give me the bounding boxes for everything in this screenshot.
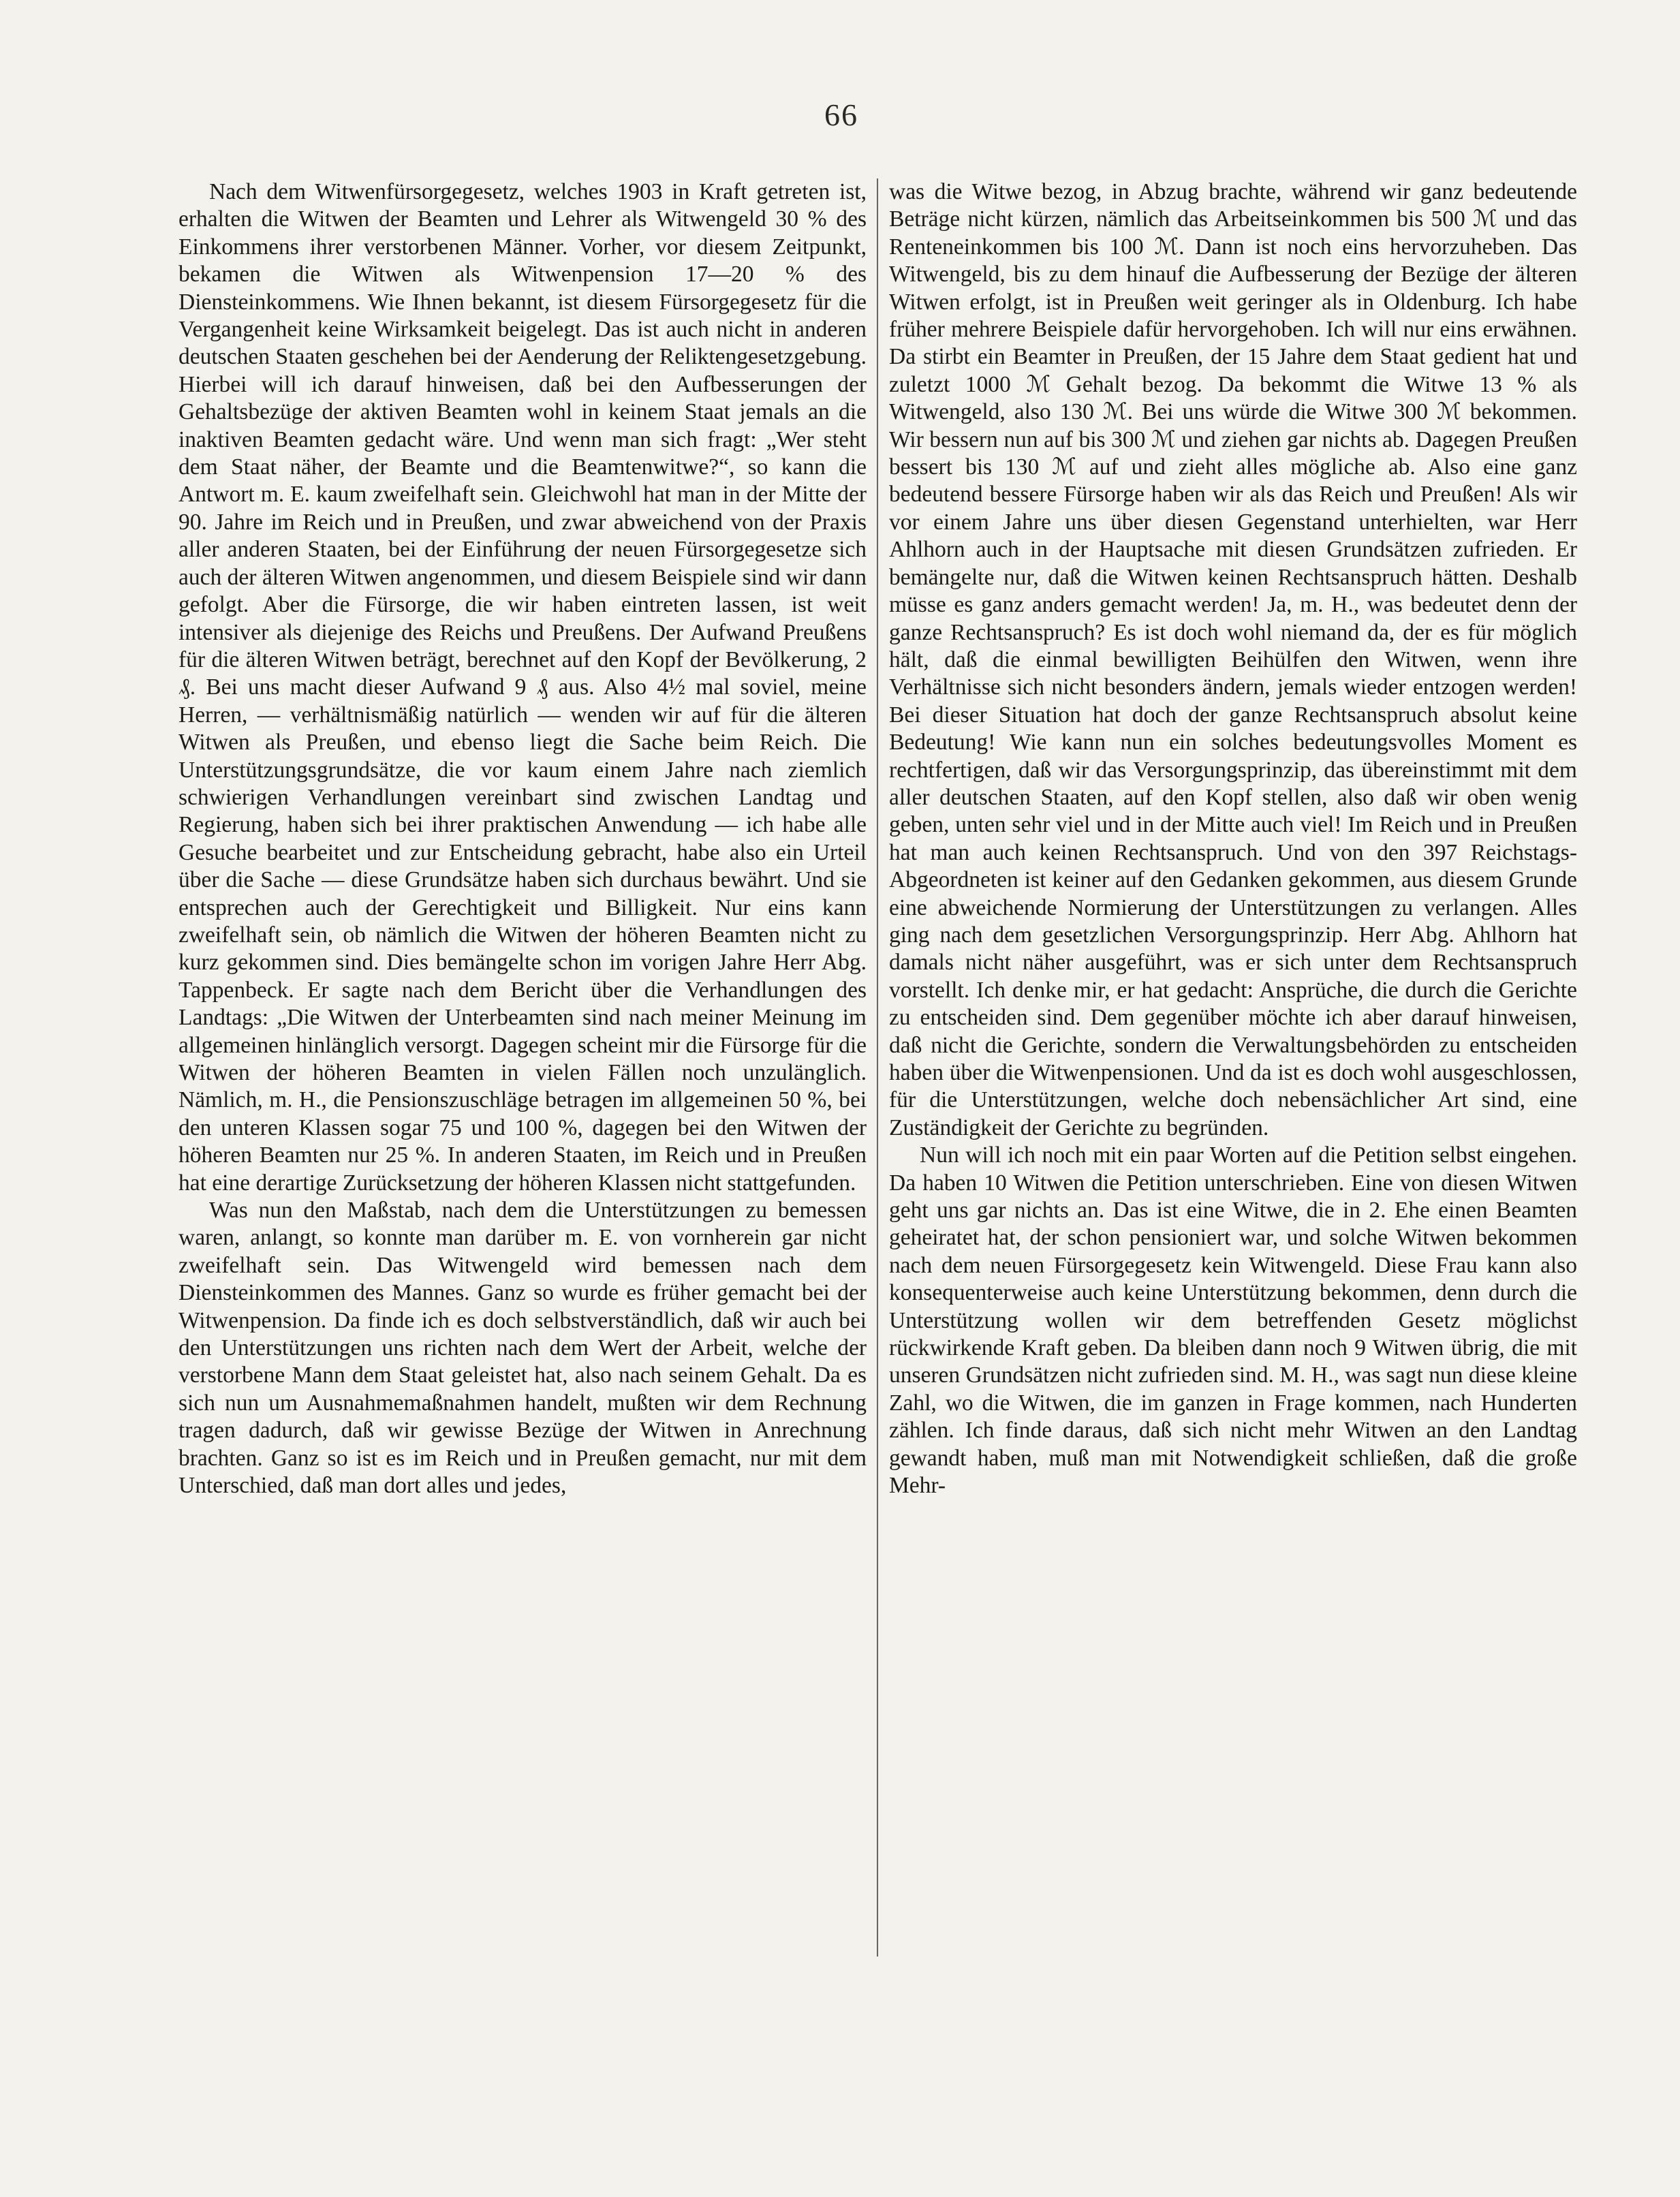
right-paragraph-1: was die Witwe bezog, in Abzug brachte, während wir ganz bedeutende Beträge nicht kürzen, nämlich das Arbeitseinkommen bis 500 ℳ und das Renteneinkommen bis 100 ℳ. Dann ist noch eins hervorzuheben. Das Witwengeld, bis zu dem hinauf die Aufbesserung der Bezüge der älteren Witwen erfolgt, ist in Preußen weit geringer als in Oldenburg. Ich habe früher mehrere Beispiele dafür hervorgehoben. Ich will nur eins erwähnen. Da stirbt ein Beamter in Preußen, der 15 Jahre dem Staat gedient hat und zuletzt 1000 ℳ Gehalt bezog. Da bekommt die Witwe 13 % als Witwengeld, also 130 ℳ. Bei uns würde die Witwe 300 ℳ bekommen. Wir bessern nun auf bis 300 ℳ und ziehen gar nichts ab. Dagegen Preußen bessert bis 130 ℳ auf und zieht alles mögliche ab. Also eine ganz bedeutend bessere Fürsorge haben wir als das Reich und Preußen! Als wir vor einem Jahre uns über diesen Gegenstand unterhielten, war Herr Ahlhorn auch in der Hauptsache mit diesen Grundsätzen zufrieden. Er bemängelte nur, daß die Witwen keinen Rechtsanspruch hätten. Deshalb müsse es ganz anders gemacht werden! Ja, m. H., was bedeutet denn der ganze Rechtsanspruch? Es ist doch wohl niemand da, der es für möglich hält, daß die einmal bewilligten Beihülfen den Witwen, wenn ihre Verhältnisse sich nicht besonders ändern, jemals wieder entzogen werden! Bei dieser Situation hat doch der ganze Rechtsanspruch absolut keine Bedeutung! Wie kann nun ein solches bedeutungsvolles Moment es rechtfertigen, daß wir das Versorgungsprinzip, das übereinstimmt mit dem aller deutschen Staaten, auf den Kopf stellen, also daß wir oben wenig geben, unten sehr viel und in der Mitte auch viel! Im Reich und in Preußen hat man auch keinen Rechtsanspruch. Und von den 397 Reichstags-Abgeordneten ist keiner auf den Gedanken gekommen, aus diesem Grunde eine abweichende Normierung der Unterstützungen zu verlangen. Alles ging nach dem gesetzlichen Versorgungsprinzip. Herr Abg. Ahlhorn hat damals nicht näher ausgeführt, was er sich unter dem Rechtsanspruch vorstellt. Ich denke mir, er hat gedacht: Ansprüche, die durch die Gerichte zu entscheiden sind. Dem gegenüber möchte ich aber darauf hinweisen, daß nicht die Gerichte, sondern die Verwaltungsbehörden zu entscheiden haben über die Witwenpensionen. Und da ist es doch wohl ausgeschlossen, für die Unterstützungen, welche doch nebensächlicher Art sind, eine Zuständigkeit der Gerichte zu begründen. (889, 179, 1577, 1140)
left-paragraph-2: Was nun den Maßstab, nach dem die Unterstützungen zu bemessen waren, anlangt, so konnte man darüber m. E. von vornherein gar nicht zweifelhaft sein. Das Witwengeld wird bemessen nach dem Diensteinkommen des Mannes. Ganz so wurde es früher gemacht bei der Witwenpension. Da finde ich es doch selbstverständlich, daß wir auch bei den Unterstützungen uns richten nach dem Wert der Arbeit, welche der verstorbene Mann dem Staat geleistet hat, also nach seinem Gehalt. Da es sich nun um Ausnahmemaßnahmen handelt, mußten wir dem Rechnung tragen dadurch, daß wir gewisse Bezüge der Witwen in Anrechnung brachten. Ganz so ist es im Reich und in Preußen gemacht, nur mit dem Unterschied, daß man dort alles und jedes, (178, 1198, 867, 1499)
right-column (889, 178, 1577, 1500)
right-paragraph-2: Nun will ich noch mit ein paar Worten auf die Petition selbst eingehen. Da haben 10 Witwen die Petition unterschrieben. Eine von diesen Witwen geht uns gar nichts an. Das ist eine Witwe, die in 2. Ehe einen Beamten geheiratet hat, der schon pensioniert war, und solche Witwen bekommen nach dem neuen Fürsorgegesetz kein Witwengeld. Diese Frau kann also konsequenterweise auch keine Unterstützung bekommen, denn durch die Unterstützung wollen wir dem betreffenden Gesetz möglichst rückwirkende Kraft geben. Da bleiben dann noch 9 Witwen übrig, die mit unseren Grundsätzen nicht zufrieden sind. M. H., was sagt nun diese kleine Zahl, wo die Witwen, die im ganzen in Frage kommen, nach Hunderten zählen. Ich finde daraus, daß sich nicht mehr Witwen an den Landtag gewandt haben, muß man mit Notwendigkeit schließen, daß die große Mehr- (889, 1142, 1577, 1499)
page-number: 66 (824, 97, 858, 132)
left-column (178, 178, 867, 1500)
left-paragraph-1: Nach dem Witwenfürsorgegesetz, welches 1903 in Kraft getreten ist, erhalten die Witwen der Beamten und Lehrer als Witwengeld 30 % des Einkommens ihrer verstorbenen Männer. Vorher, vor diesem Zeitpunkt, bekamen die Witwen als Witwenpension 17—20 % des Diensteinkommens. Wie Ihnen bekannt, ist diesem Fürsorgegesetz für die Vergangenheit keine Wirksamkeit beigelegt. Das ist auch nicht in anderen deutschen Staaten geschehen bei der Aenderung der Reliktengesetzgebung. Hierbei will ich darauf hinweisen, daß bei den Aufbesserungen der Gehaltsbezüge der aktiven Beamten wohl in keinem Staat jemals an die inaktiven Beamten gedacht wäre. Und wenn man sich fragt: „Wer steht dem Staat näher, der Beamte und die Beamtenwitwe?“, so kann die Antwort m. E. kaum zweifelhaft sein. Gleichwohl hat man in der Mitte der 90. Jahre im Reich und in Preußen, und zwar abweichend von der Praxis aller anderen Staaten, bei der Einführung der neuen Fürsorgegesetze sich auch der älteren Witwen angenommen, und diesem Beispiele sind wir dann gefolgt. Aber die Fürsorge, die wir haben eintreten lassen, ist weit intensiver als diejenige des Reichs und Preußens. Der Aufwand Preußens für die älteren Witwen beträgt, berechnet auf den Kopf der Bevölkerung, 2 ₰. Bei uns macht dieser Aufwand 9 ₰ aus. Also 4½ mal soviel, meine Herren, — verhältnismäßig natürlich — wenden wir auf für die älteren Witwen als Preußen, und ebenso liegt die Sache beim Reich. Die Unterstützungsgrundsätze, die vor kaum einem Jahre nach ziemlich schwierigen Verhandlungen vereinbart sind zwischen Landtag und Regierung, haben sich bei ihrer praktischen Anwendung — ich habe alle Gesuche bearbeitet und zur Entscheidung gebracht, habe also ein Urteil über die Sache — diese Grundsätze haben sich durchaus bewährt. Und sie entsprechen auch der Gerechtigkeit und Billigkeit. Nur eins kann zweifelhaft sein, ob nämlich die Witwen der höheren Beamten nicht zu kurz gekommen sind. Dies bemängelte schon im vorigen Jahre Herr Abg. Tappenbeck. Er sagte nach dem Bericht über die Verhandlungen des Landtags: „Die Witwen der Unterbeamten sind nach meiner Meinung im allgemeinen hinlänglich versorgt. Dagegen scheint mir die Fürsorge für die Witwen der höheren Beamten in vielen Fällen noch unzulänglich. Nämlich, m. H., die Pensionszuschläge betragen im allgemeinen 50 %, bei den unteren Klassen sogar 75 und 100 %, dagegen bei den Witwen der höheren Beamten nur 25 %. In anderen Staaten, im Reich und in Preußen hat eine derartige Zurücksetzung der höheren Klassen nicht stattgefunden. (178, 179, 867, 1196)
column-divider (877, 178, 878, 1957)
